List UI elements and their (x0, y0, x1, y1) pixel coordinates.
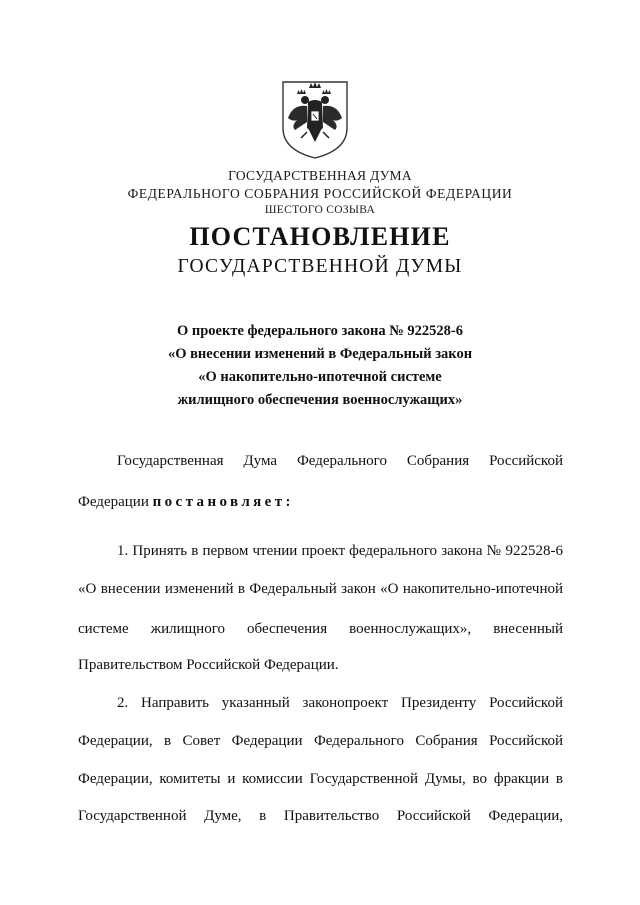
subject-line-3: «О накопительно-ипотечной системе (198, 369, 442, 385)
paragraph-1-line-2: «О внесении изменений в Федеральный закон «О накопительно-ипотечной (78, 581, 563, 597)
paragraph-2-line-2: Федерации, в Совет Федерации Федерального Собрания Российской (78, 733, 563, 749)
intro-line-1: Государственная Дума Федерального Собрания Российской (117, 453, 563, 469)
paragraph-2-line-3: Федерации, комитеты и комиссии Государственной Думы, во фракции в (78, 771, 563, 787)
document-title: ПОСТАНОВЛЕНИЕ (189, 222, 451, 251)
subject-line-4: жилищного обеспечения военнослужащих» (177, 392, 463, 408)
paragraph-2-line-4: Государственной Думе, в Правительство Российской Федерации, (78, 808, 563, 824)
paragraph-1-line-3: системе жилищного обеспечения военнослужащих», внесенный (78, 621, 563, 637)
intro-line-2-prefix: Федерации (78, 494, 149, 510)
org-name-line-2: ФЕДЕРАЛЬНОГО СОБРАНИЯ РОССИЙСКОЙ ФЕДЕРАЦИИ (127, 186, 513, 201)
coat-of-arms-emblem-icon (279, 78, 351, 160)
convocation-line: ШЕСТОГО СОЗЫВА (264, 204, 376, 216)
intro-line-2 (78, 494, 294, 511)
subject-line-2: «О внесении изменений в Федеральный закон (167, 346, 473, 362)
paragraph-2-line-1: 2. Направить указанный законопроект Президенту Российской (117, 695, 563, 711)
subject-line-1: О проекте федерального закона № 922528-6 (176, 323, 464, 339)
document-subtitle: ГОСУДАРСТВЕННОЙ ДУМЫ (177, 256, 463, 277)
org-name-line-1: ГОСУДАРСТВЕННАЯ ДУМА (228, 168, 412, 183)
decree-word: постановляет: (152, 494, 294, 510)
paragraph-1-line-4: Правительством Российской Федерации. (78, 657, 339, 673)
paragraph-1-line-1: 1. Принять в первом чтении проект федерального закона № 922528-6 (117, 543, 563, 559)
